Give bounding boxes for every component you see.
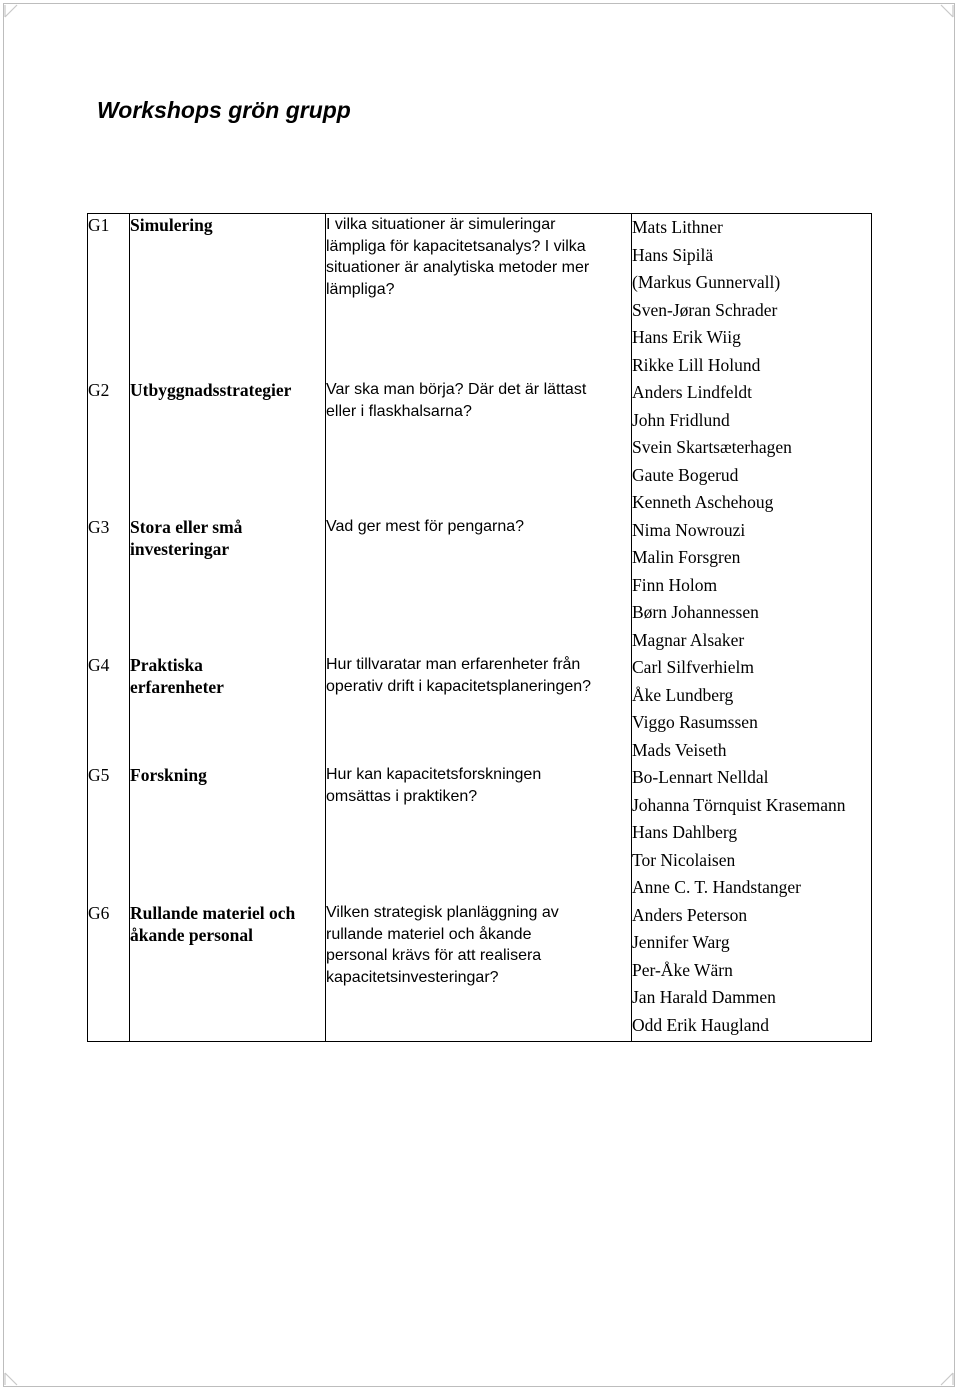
participant-name: Carl Silfverhielm xyxy=(632,657,754,677)
participant-name: (Markus Gunnervall) xyxy=(632,272,781,292)
group-id-column xyxy=(88,214,130,1042)
participant-name: Åke Lundberg xyxy=(632,684,734,705)
group-id: G4 xyxy=(88,655,110,675)
participant-name: Tor Nicolaisen xyxy=(632,849,736,870)
participant-name: Jan Harald Dammen xyxy=(632,987,776,1007)
group-topic: Forskning xyxy=(130,765,207,785)
participants-column xyxy=(632,214,872,1042)
corner-mark-bottom-right-icon xyxy=(940,1372,954,1386)
participant-name: Anders Lindfeldt xyxy=(632,382,753,402)
group-question-column xyxy=(326,214,632,1042)
corner-mark-top-left-icon xyxy=(4,4,18,18)
participant-name: Viggo Rasumssen xyxy=(632,712,758,732)
document-title: Workshops grön grupp xyxy=(97,97,351,123)
group-id: G6 xyxy=(88,903,110,923)
participant-name: Jennifer Warg xyxy=(632,932,730,952)
group-question: Vilken strategisk planläggning av rullande materiel och åkande personal krävs för att realisera kapacitetsinvesteringar? xyxy=(326,904,559,986)
participant-name: Mads Veiseth xyxy=(632,739,727,760)
group-topic: Stora eller små investeringar xyxy=(130,517,243,559)
participant-name: Svein Skartsæterhagen xyxy=(632,437,792,457)
participant-name: Hans Sipilä xyxy=(632,244,714,265)
corner-mark-bottom-left-icon xyxy=(4,1372,18,1386)
participant-name: Per-Åke Wärn xyxy=(632,959,733,980)
participant-name: Hans Dahlberg xyxy=(632,822,738,842)
workshops-table xyxy=(87,213,872,1042)
group-question: Hur tillvaratar man erfarenheter från operativ drift i kapacitetsplaneringen? xyxy=(326,656,592,695)
group-id: G1 xyxy=(88,215,110,235)
participant-name: Anders Peterson xyxy=(632,904,748,925)
group-topic: Rullande materiel och åkande personal xyxy=(130,903,296,945)
participant-name: Mats Lithner xyxy=(632,217,723,237)
participant-name: Hans Erik Wiig xyxy=(632,327,741,347)
participant-name: Bo-Lennart Nelldal xyxy=(632,767,769,787)
participant-name: Malin Forsgren xyxy=(632,547,741,567)
table-row xyxy=(88,214,872,1042)
group-topic: Utbyggnadsstrategier xyxy=(130,380,292,400)
group-question: I vilka situationer är simuleringar lämpliga för kapacitetsanalys? I vilka situationer är analytiska metoder mer lämpliga? xyxy=(326,216,590,298)
participant-name: Magnar Alsaker xyxy=(632,629,745,650)
group-id: G3 xyxy=(88,517,110,537)
participant-name: Gaute Bogerud xyxy=(632,464,739,485)
group-question: Vad ger mest för pengarna? xyxy=(326,518,525,535)
group-topic-column xyxy=(130,214,326,1042)
group-topic: Simulering xyxy=(130,215,213,235)
participant-name: Johanna Törnquist Krasemann xyxy=(632,794,846,815)
participant-name: Kenneth Aschehoug xyxy=(632,492,774,512)
participant-name: Rikke Lill Holund xyxy=(632,354,761,375)
participant-name: Nima Nowrouzi xyxy=(632,519,746,540)
participant-name: John Fridlund xyxy=(632,409,730,430)
group-id: G5 xyxy=(88,765,110,785)
participant-name: Anne C. T. Handstanger xyxy=(632,877,801,897)
participant-name: Sven-Jøran Schrader xyxy=(632,299,778,320)
participant-name: Odd Erik Haugland xyxy=(632,1014,770,1035)
group-topic: Praktiska erfarenheter xyxy=(130,655,224,697)
participants-list xyxy=(632,214,871,1039)
group-question: Hur kan kapacitetsforskningen omsättas i praktiken? xyxy=(326,766,542,805)
participant-name: Børn Johannessen xyxy=(632,602,759,622)
participant-name: Finn Holom xyxy=(632,574,718,595)
group-id: G2 xyxy=(88,380,110,400)
corner-mark-top-right-icon xyxy=(940,4,954,18)
group-question: Var ska man börja? Där det är lättast eller i flaskhalsarna? xyxy=(326,381,587,420)
